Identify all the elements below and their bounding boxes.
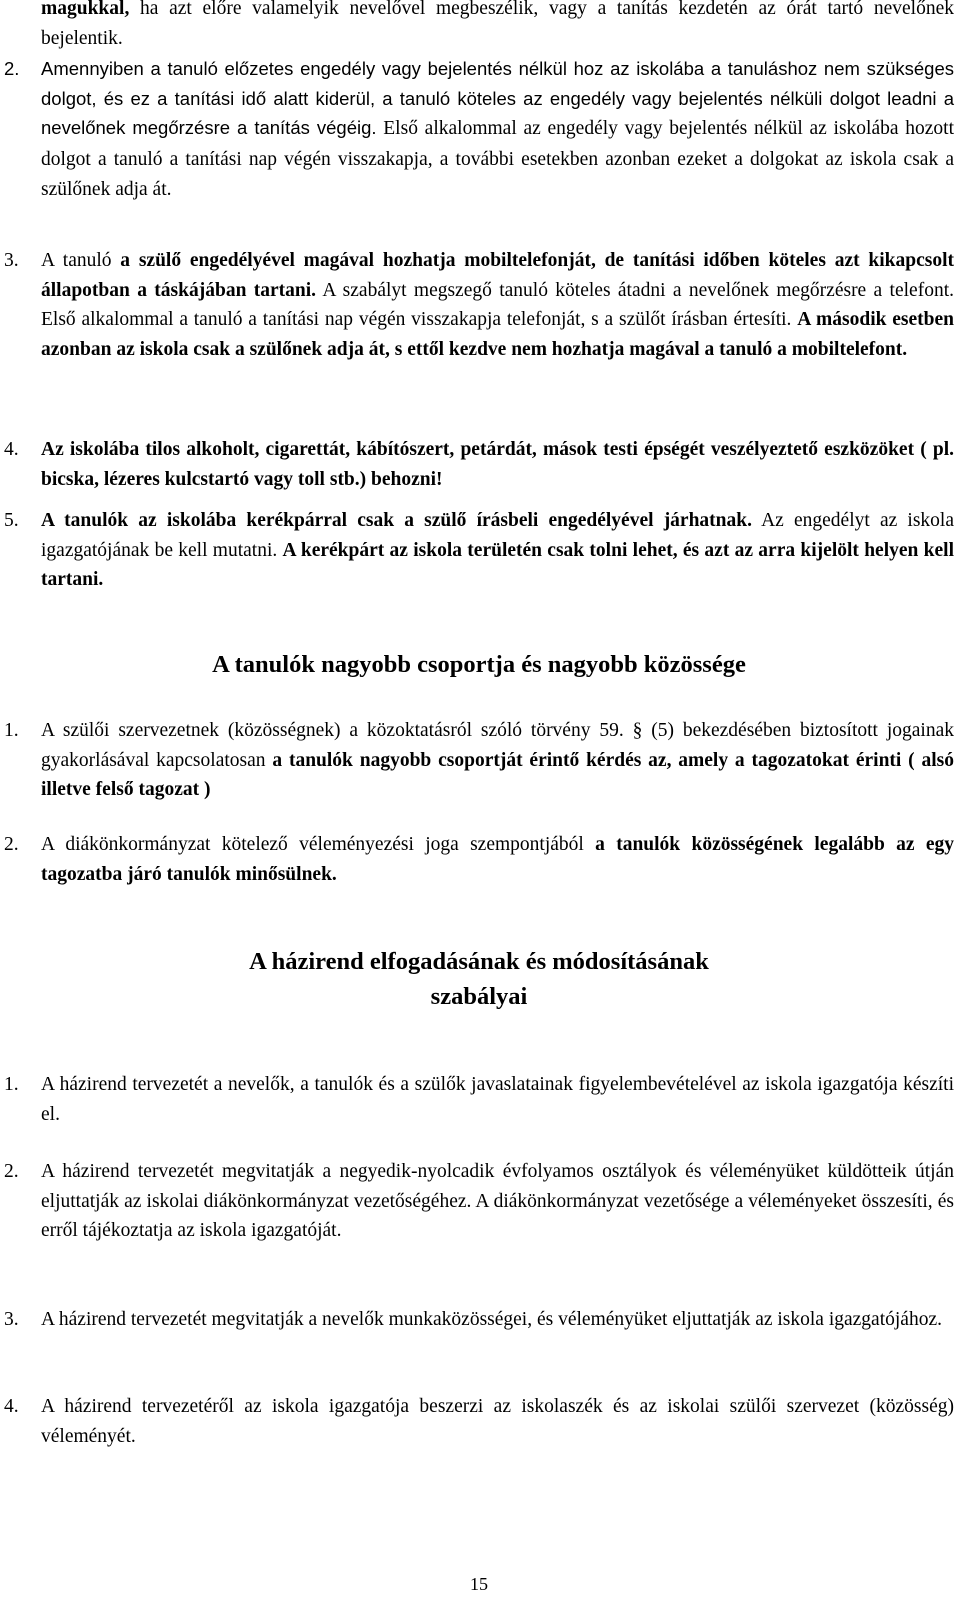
bold-text: a tanulók közösségének legalább az egy tagozatba járó tanulók minősülnek. xyxy=(41,834,954,885)
bold-text: magukkal, xyxy=(41,0,130,19)
document-page xyxy=(4,0,954,1604)
item-number: 1. xyxy=(4,1074,19,1095)
amend-item-4 xyxy=(4,1392,954,1451)
item-number: 4. xyxy=(4,439,19,460)
paragraph-text: A szülői szervezetnek (közösségnek) a közoktatásról szóló törvény 59. § (5) bekezdésében biztosított jogainak gyakorlásával kapcsolatosan xyxy=(41,720,954,771)
section-heading: A házirend elfogadásának és módosításának xyxy=(249,948,709,975)
bold-text: A második esetben azonban az iskola csak a szülőnek adja át, s ettől kezdve nem hozhatja magával a tanuló a mobiltelefont. xyxy=(41,309,954,360)
bold-text: A tanulók az iskolába kerékpárral csak a szülő írásbeli engedélyével járhatnak. xyxy=(41,510,752,531)
item-number: 2. xyxy=(4,834,19,855)
item-number: 3. xyxy=(4,250,19,271)
amend-item-3 xyxy=(4,1305,954,1335)
paragraph-text: A szabályt megszegő tanuló köteles átadni a nevelőnek megőrzésre a telefont. Első alkalommal a tanuló a tanítási nap végén visszakapja telefonját, s a szülőt írásban értesíti. xyxy=(41,279,954,331)
group-item-2 xyxy=(4,830,954,889)
paragraph-text: Amennyiben a tanuló előzetes engedély vagy bejelentés nélkül hoz az iskolába a tanuláshoz nem szükséges dolgot, és ez a tanítási idő alatt kiderül, a tanuló köteles az engedély vagy bejelentés nélküli dolgot leadni a nevelőnek megőrzésre a tanítás végéig. xyxy=(41,58,954,139)
paragraph-text: Az engedélyt az iskola igazgatójának be kell mutatni. xyxy=(41,510,954,561)
item-number: 5. xyxy=(4,510,19,531)
rule-item-4 xyxy=(4,435,954,494)
paragraph-text: A házirend tervezetét a nevelők, a tanulók és a szülők javaslatainak figyelembevételével az iskola igazgatója készíti el. xyxy=(41,1074,954,1125)
bold-text: Az iskolába tilos alkoholt, cigarettát, kábítószert, petárdát, mások testi épségét veszélyeztető eszközöket ( pl. bicska, lézeres kulcstartó vagy toll stb.) behozni! xyxy=(41,439,954,490)
rule-item-2 xyxy=(4,54,954,205)
bold-text: A kerékpárt az iskola területén csak tolni lehet, és azt az arra kijelölt helyen kell tartani. xyxy=(41,539,954,591)
item-number: 1. xyxy=(4,720,19,741)
paragraph-text: ha azt előre valamelyik nevelővel megbeszélik, vagy a tanítás kezdetén az órát tartó nevelőnek bejelentik. xyxy=(41,0,954,49)
paragraph-text: A tanuló xyxy=(41,250,121,271)
paragraph-text: A diákönkormányzat kötelező véleményezési joga szempontjából xyxy=(41,834,596,855)
item-number: 4. xyxy=(4,1396,19,1417)
paragraph-cont xyxy=(4,0,954,53)
bold-text: a tanulók nagyobb csoportját érintő kérdés az, amely a tagozatokat érinti ( alsó illetve felső tagozat ) xyxy=(41,749,955,801)
paragraph-text: Első alkalommal az engedély vagy bejelentés nélkül az iskolába hozott dolgot a tanuló a tanítási nap végén visszakapja, a további esetekben azonban ezeket a dolgokat az iskola csak a szülőnek adja át. xyxy=(41,118,954,201)
item-number: 2. xyxy=(4,1161,19,1182)
section-heading: A tanulók nagyobb csoportja és nagyobb közössége xyxy=(212,651,746,678)
section-heading: szabályai xyxy=(430,983,528,1010)
amend-item-2 xyxy=(4,1157,954,1246)
paragraph-text: A házirend tervezetéről az iskola igazgatója beszerzi az iskolaszék és az iskolai szülői szervezet (közösség) véleményét. xyxy=(41,1396,954,1447)
paragraph-text: A házirend tervezetét megvitatják a negyedik-nyolcadik évfolyamos osztályok és véleményüket küldötteik útján eljuttatják az iskolai diákönkormányzat vezetőségéhez. A diákönkormányzat vezetősége a véleményeket összesíti, és erről tájékoztatja az iskola igazgatóját. xyxy=(41,1161,954,1242)
page-number: 15 xyxy=(470,1574,488,1594)
paragraph-text: A házirend tervezetét megvitatják a nevelők munkaközösségei, és véleményüket eljuttatják az iskola igazgatójához. xyxy=(41,1309,942,1330)
group-item-1 xyxy=(4,716,954,805)
bold-text: a szülő engedélyével magával hozhatja mobiltelefonját, de tanítási időben köteles azt kikapcsolt állapotban a táskájában tartani. xyxy=(41,250,954,301)
amend-item-1 xyxy=(4,1070,954,1129)
item-number: 2. xyxy=(4,58,20,79)
rule-item-5 xyxy=(4,506,954,595)
rule-item-3 xyxy=(4,246,954,364)
item-number: 3. xyxy=(4,1309,19,1330)
